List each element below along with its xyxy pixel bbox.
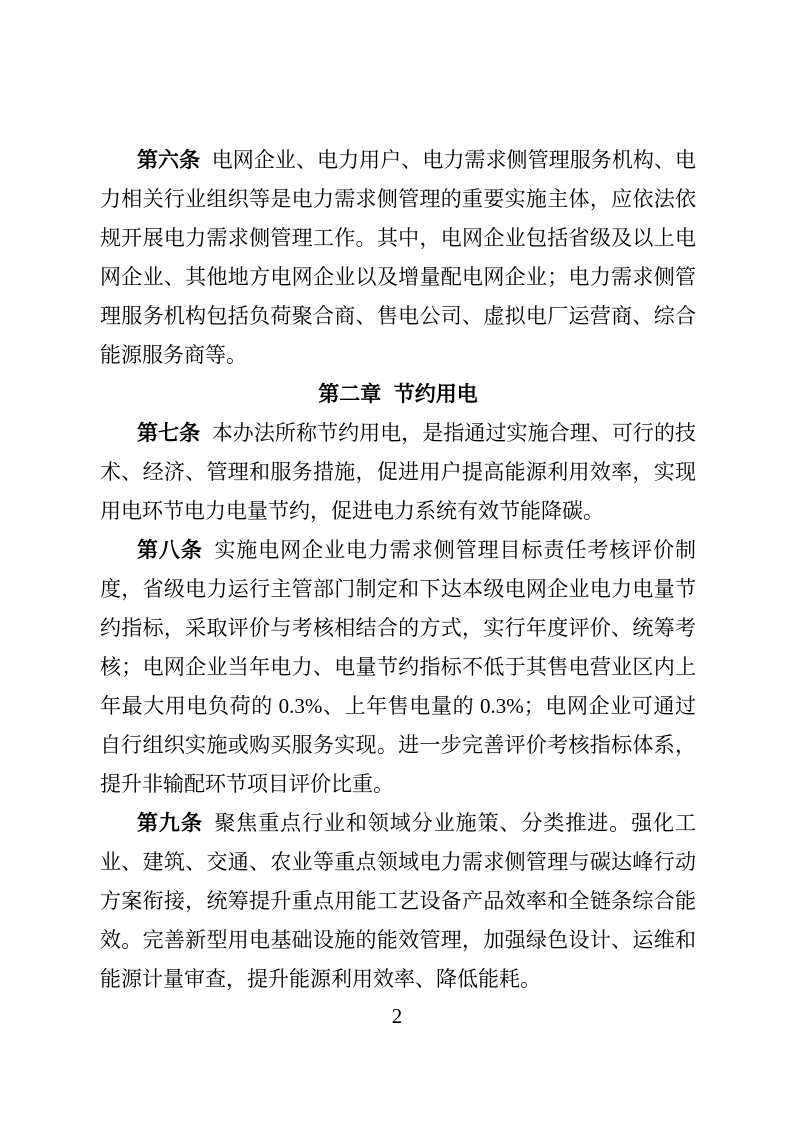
article-6-label: 第六条 xyxy=(137,148,201,172)
article-7-label: 第七条 xyxy=(137,421,201,445)
article-9-label: 第九条 xyxy=(137,811,203,835)
chapter-heading xyxy=(100,375,696,414)
article-8-paragraph xyxy=(100,531,696,804)
article-9-body: 聚焦重点行业和领域分业施策、分类推进。强化工业、建筑、交通、农业等重点领域电力需求侧管理与碳达峰行动方案衔接，统筹提升重点用能工艺设备产品效率和全链条综合能效。完善新型用电基础设施的能效管理，加强绿色设计、运维和能源计量审查，提升能源利用效率、降低能耗。 xyxy=(100,811,697,991)
document-content xyxy=(100,141,696,999)
article-6-body: 电网企业、电力用户、电力需求侧管理服务机构、电力相关行业组织等是电力需求侧管理的重要实施主体，应依法依规开展电力需求侧管理工作。其中，电网企业包括省级及以上电网企业、其他地方电网企业以及增量配电网企业；电力需求侧管理服务机构包括负荷聚合商、售电公司、虚拟电厂运营商、综合能源服务商等。 xyxy=(100,148,697,367)
article-7-paragraph xyxy=(100,414,696,531)
article-8-label: 第八条 xyxy=(137,538,203,562)
page-number: 2 xyxy=(391,1004,403,1028)
chapter-heading-title: 节约用电 xyxy=(393,382,478,406)
article-6-paragraph xyxy=(100,141,696,375)
article-8-body: 实施电网企业电力需求侧管理目标责任考核评价制度，省级电力运行主管部门制定和下达本级电网企业电力电量节约指标，采取评价与考核相结合的方式，实行年度评价、统筹考核；电网企业当年电力、电量节约指标不低于其售电营业区内上年最大用电负荷的 0.3%、上年售电量的 0.3%；电网企业可通过自行组织实施或购买服务实现。进一步完善评价考核指标体系，提升非输配环节项目评价比重。 xyxy=(100,538,697,796)
article-9-paragraph xyxy=(100,804,696,999)
article-7-body: 本办法所称节约用电，是指通过实施合理、可行的技术、经济、管理和服务措施，促进用户提高能源利用效率，实现用电环节电力电量节约，促进电力系统有效节能降碳。 xyxy=(100,421,697,523)
chapter-heading-label: 第二章 xyxy=(318,382,382,406)
